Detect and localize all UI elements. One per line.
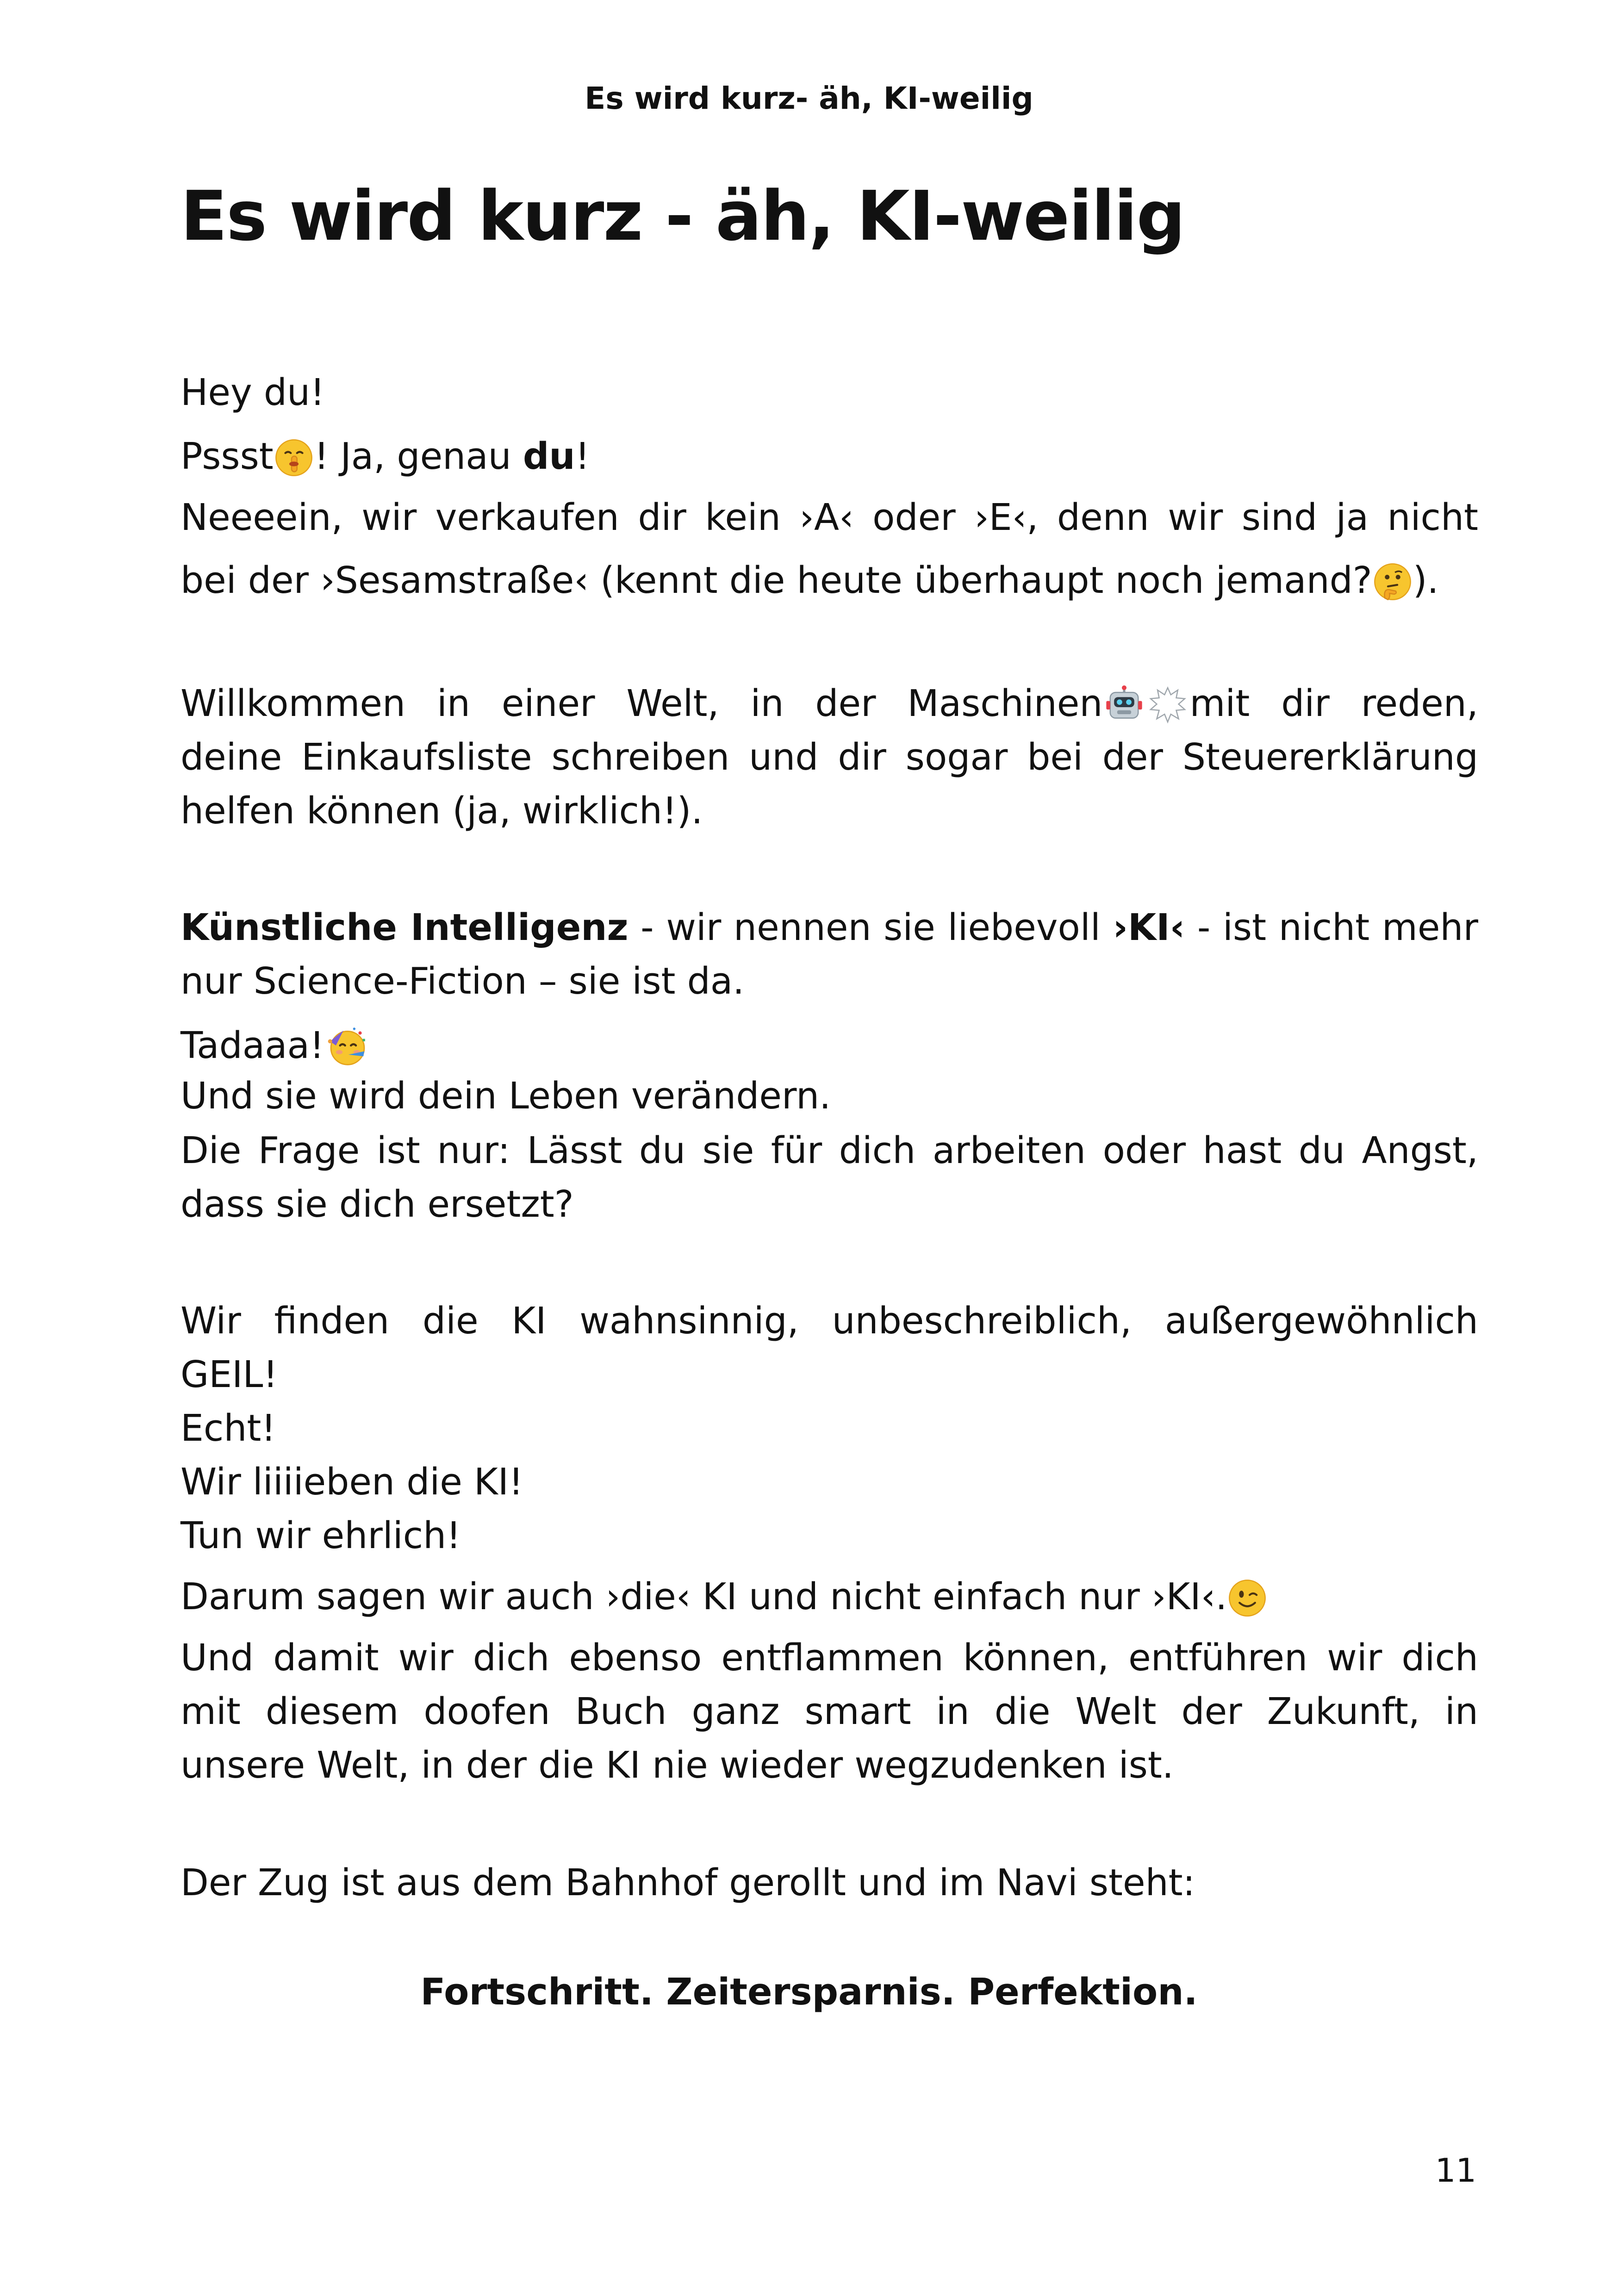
text-line <box>180 1069 1478 1123</box>
text-span: nur Science-Fiction – sie ist da. <box>180 960 745 1002</box>
text-span: - ist nicht mehr <box>1185 906 1478 949</box>
text-span: Pssst <box>180 435 274 478</box>
text-span: ). <box>1413 559 1439 602</box>
text-line <box>180 491 1478 544</box>
text-span: Tun wir ehrlich! <box>180 1514 461 1557</box>
text-line <box>180 1124 1478 1177</box>
text-span: unsere Welt, in der die KI nie wieder wegzudenken ist. <box>180 1744 1174 1786</box>
text-span: Hey du! <box>180 371 325 414</box>
text-span: Echt! <box>180 1407 276 1450</box>
text-line <box>180 1570 1478 1624</box>
thinking-face-icon <box>1373 562 1412 616</box>
text-span-bold: du <box>523 435 575 478</box>
text-line <box>180 366 1478 419</box>
chapter-title: Es wird kurz - äh, KI-weilig <box>180 176 1185 256</box>
text-span: ! <box>575 435 590 478</box>
text-span: Tadaaa! <box>180 1024 324 1067</box>
text-line <box>180 1509 1478 1562</box>
text-line <box>180 954 1478 1008</box>
winking-face-icon <box>1228 1578 1267 1632</box>
shushing-face-icon <box>274 438 313 492</box>
text-line <box>180 429 1478 483</box>
text-line <box>180 1455 1478 1509</box>
text-line <box>180 901 1478 954</box>
text-span: Wir liiiieben die KI! <box>180 1461 523 1503</box>
text-span: Und sie wird dein Leben verändern. <box>180 1075 831 1117</box>
text-line <box>180 1631 1478 1685</box>
text-span: - wir nennen sie liebevoll <box>628 906 1113 949</box>
text-span: Willkommen in einer Welt, in der Maschinen <box>180 682 1103 725</box>
text-line <box>180 730 1478 784</box>
text-span: Neeeein, wir verkaufen dir kein ›A‹ oder ›E‹, denn wir sind ja nicht <box>180 496 1478 539</box>
text-span: deine Einkaufsliste schreiben und dir sogar bei der Steuererklärung <box>180 736 1478 778</box>
text-line <box>180 1685 1478 1738</box>
text-line <box>180 1856 1478 1910</box>
text-line <box>180 1294 1478 1348</box>
text-span: bei der ›Sesamstraße‹ (kennt die heute überhaupt noch jemand? <box>180 559 1372 602</box>
text-span: GEIL! <box>180 1353 278 1396</box>
text-line <box>180 1401 1478 1455</box>
text-span: Wir finden die KI wahnsinnig, unbeschreiblich, außergewöhnlich <box>180 1300 1478 1342</box>
text-line <box>180 1016 1478 1070</box>
text-span-bold: Künstliche Intelligenz <box>180 906 629 949</box>
running-header: Es wird kurz- äh, KI-weilig <box>585 81 1033 116</box>
text-span-bold: ›KI‹ <box>1113 906 1185 949</box>
text-span: helfen können (ja, wirklich!). <box>180 790 703 832</box>
tagline: Fortschritt. Zeitersparnis. Perfektion. <box>420 1971 1198 2013</box>
text-span: mit diesem doofen Buch ganz smart in die Welt der Zukunft, in <box>180 1690 1478 1733</box>
text-span: Die Frage ist nur: Lässt du sie für dich arbeiten oder hast du Angst, <box>180 1129 1478 1172</box>
text-span: dass sie dich ersetzt? <box>180 1183 574 1226</box>
page-number: 11 <box>1435 2152 1476 2190</box>
text-span: ! Ja, genau <box>314 435 523 478</box>
text-span: Darum sagen wir auch ›die‹ KI und nicht einfach nur ›KI‹. <box>180 1575 1227 1618</box>
text-line <box>180 1738 1478 1792</box>
text-line <box>180 677 1478 730</box>
text-span: Und damit wir dich ebenso entflammen können, entführen wir dich <box>180 1636 1478 1679</box>
text-line <box>180 1348 1478 1401</box>
text-span: mit dir reden, <box>1189 682 1478 725</box>
text-line <box>180 1177 1478 1231</box>
text-span: Der Zug ist aus dem Bahnhof gerollt und im Navi steht: <box>180 1861 1195 1904</box>
text-line <box>180 554 1478 607</box>
text-line <box>180 784 1478 838</box>
